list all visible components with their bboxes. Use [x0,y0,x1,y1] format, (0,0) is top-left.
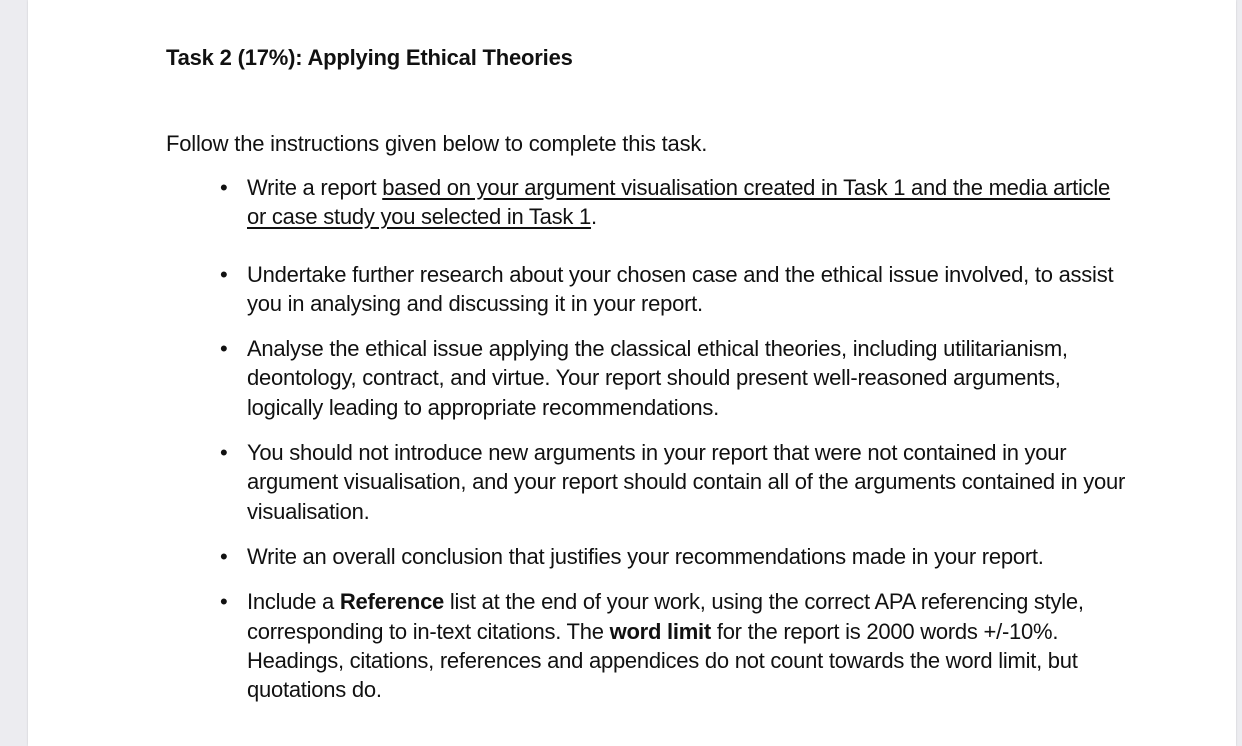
task-title: Task 2 (17%): Applying Ethical Theories [166,45,573,70]
item-bold-word-limit: word limit [609,618,711,644]
list-item [166,438,1126,526]
item-text: for the report is 2000 words +/-10%. Headings, citations, references and appendices do not count towards the word limit, but quotations do. [247,618,1078,703]
item-text: list at the end of your work, using the correct APA referencing style, corresponding to in-text citations. The [247,589,1084,644]
instruction-list [166,173,1126,704]
item-text: Include a [247,589,340,615]
item-underlined-text: based on your argument visualisation created in Task 1 and the media article or case study you selected in Task 1 [247,175,1111,230]
item-text: Write a report [247,175,383,200]
item-text: Undertake further research about your chosen case and the ethical issue involved, to assist you in analysing and discussing it in your report. [247,261,1114,316]
page-content [166,40,1126,704]
intro-text: Follow the instructions given below to complete this task. [166,131,708,156]
bullet-icon: • [220,261,228,287]
list-item [166,587,1126,704]
bullet-icon: • [220,543,228,569]
item-bold-reference: Reference [339,589,445,615]
item-text: Analyse the ethical issue applying the classical ethical theories, including utilitarianism, deontology, contract, and virtue. Your report should present well-reasoned arguments, logically leading to appropriate recommendations. [247,336,1068,420]
item-text: You should not introduce new arguments in your report that were not contained in your argument visualisation, and your report should contain all of the arguments contained in your visualisation. [247,440,1126,524]
list-item [166,542,1126,571]
bullet-icon: • [220,336,228,362]
bullet-icon: • [220,175,228,200]
item-text: Write an overall conclusion that justifies your recommendations made in your report. [247,543,1044,569]
list-item [166,260,1126,319]
item-text-end: . [591,204,597,230]
list-item [166,173,1126,232]
list-item [166,334,1126,422]
bullet-icon: • [220,589,228,615]
document-page [28,0,1236,746]
bullet-icon: • [220,440,228,466]
